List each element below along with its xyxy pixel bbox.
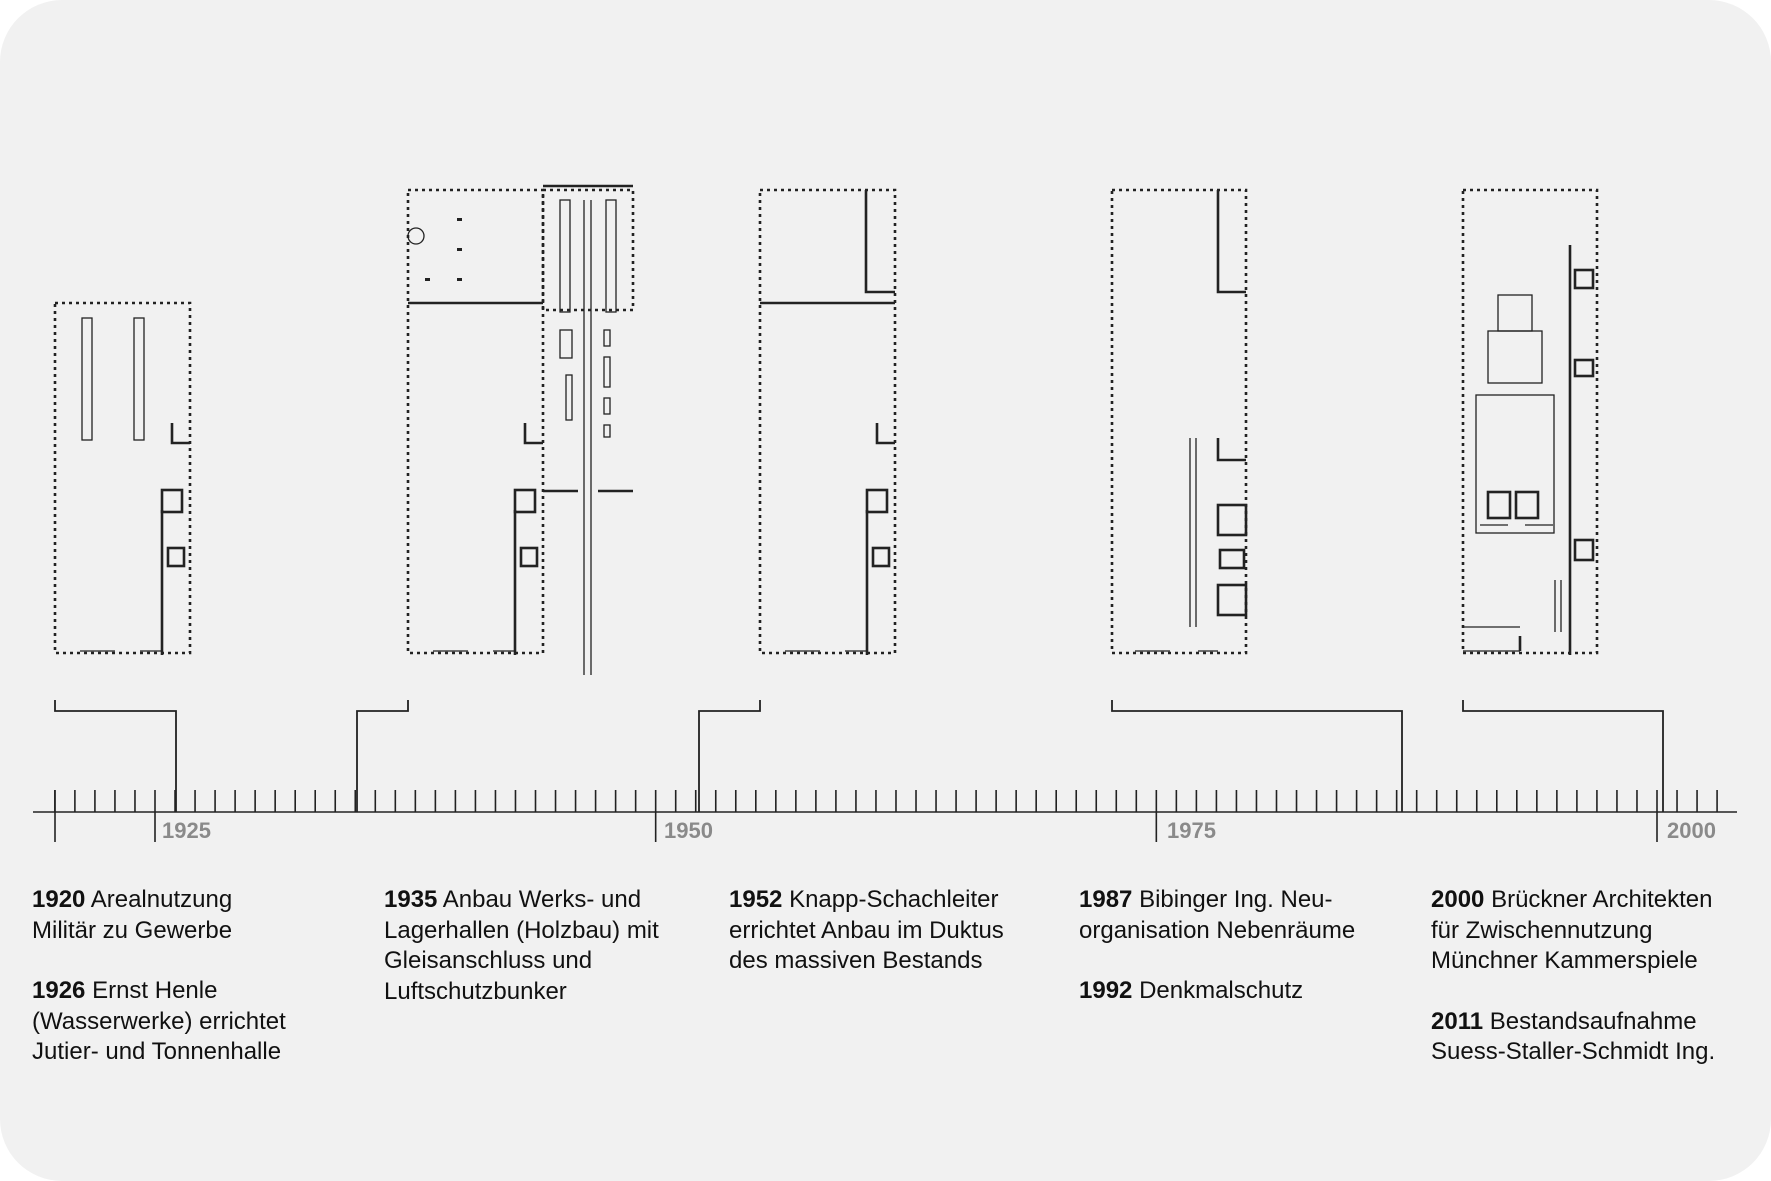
note-entry xyxy=(1431,1007,1751,1068)
bracket-1935 xyxy=(357,700,408,812)
note-entry xyxy=(32,976,332,1068)
note-column-4 xyxy=(1079,885,1379,1037)
note-entry xyxy=(384,885,684,1007)
entry-line: Jutier- und Tonnenhalle xyxy=(32,1038,282,1065)
entry-line: Luftschutzbunker xyxy=(384,977,567,1005)
note-column-2 xyxy=(384,885,684,1037)
note-entry xyxy=(1431,885,1751,977)
entry-line: Denkmalschutz xyxy=(1139,977,1304,1004)
entry-year: 1952 xyxy=(729,886,783,913)
floor-plan-1952 xyxy=(760,190,895,655)
entry-line: Ernst Henle xyxy=(92,977,218,1004)
year-label-1975: 1975 xyxy=(1167,818,1216,843)
entry-line: organisation Nebenräume xyxy=(1079,916,1356,944)
entry-year: 2000 xyxy=(1431,886,1485,913)
entry-year: 1920 xyxy=(32,886,86,913)
entry-line: Knapp-Schachleiter xyxy=(789,886,999,913)
entry-year: 1935 xyxy=(384,886,438,913)
entry-line: für Zwischennutzung xyxy=(1431,916,1653,944)
floor-plan-1935 xyxy=(408,186,633,675)
entry-line: des massiven Bestands xyxy=(729,947,983,974)
connector-brackets xyxy=(55,700,1663,812)
entry-year: 1926 xyxy=(32,977,86,1004)
year-label-1925: 1925 xyxy=(162,818,211,843)
entry-line: Anbau Werks- und xyxy=(442,886,642,913)
timeline-year-labels xyxy=(162,818,1716,843)
entry-line: Brückner Architekten xyxy=(1491,886,1713,913)
entry-line: Bestandsaufnahme xyxy=(1489,1007,1697,1035)
note-entry xyxy=(32,885,332,946)
bracket-2000-2011 xyxy=(1463,700,1663,812)
year-label-1950: 1950 xyxy=(664,818,713,843)
entry-year: 1992 xyxy=(1079,977,1133,1004)
entry-line: errichtet Anbau im Duktus xyxy=(729,916,1004,944)
floor-plan-1987 xyxy=(1112,190,1246,653)
entry-line: Militär zu Gewerbe xyxy=(32,916,233,944)
entry-line: (Wasserwerke) errichtet xyxy=(32,1007,286,1035)
floor-plan-1920 xyxy=(55,303,190,655)
entry-line: Gleisanschluss und xyxy=(384,947,593,974)
note-entry xyxy=(1079,976,1379,1007)
entry-year: 2011 xyxy=(1431,1007,1484,1035)
year-label-2000: 2000 xyxy=(1667,818,1716,843)
note-column-1 xyxy=(32,885,332,1098)
note-entry xyxy=(1079,885,1379,946)
note-entry xyxy=(729,885,1029,977)
entry-year: 1987 xyxy=(1079,886,1133,913)
timeline-axis xyxy=(33,790,1737,842)
entry-line: Suess-Staller-Schmidt Ing. xyxy=(1431,1038,1716,1065)
bracket-1952 xyxy=(699,700,760,812)
entry-line: Arealnutzung xyxy=(90,886,233,913)
note-column-5 xyxy=(1431,885,1751,1098)
entry-line: Lagerhallen (Holzbau) mit xyxy=(384,916,659,944)
floor-plan-2000 xyxy=(1463,190,1597,655)
entry-line: Bibinger Ing. Neu- xyxy=(1139,886,1333,913)
note-column-3 xyxy=(729,885,1029,1007)
entry-line: Münchner Kammerspiele xyxy=(1431,947,1698,974)
